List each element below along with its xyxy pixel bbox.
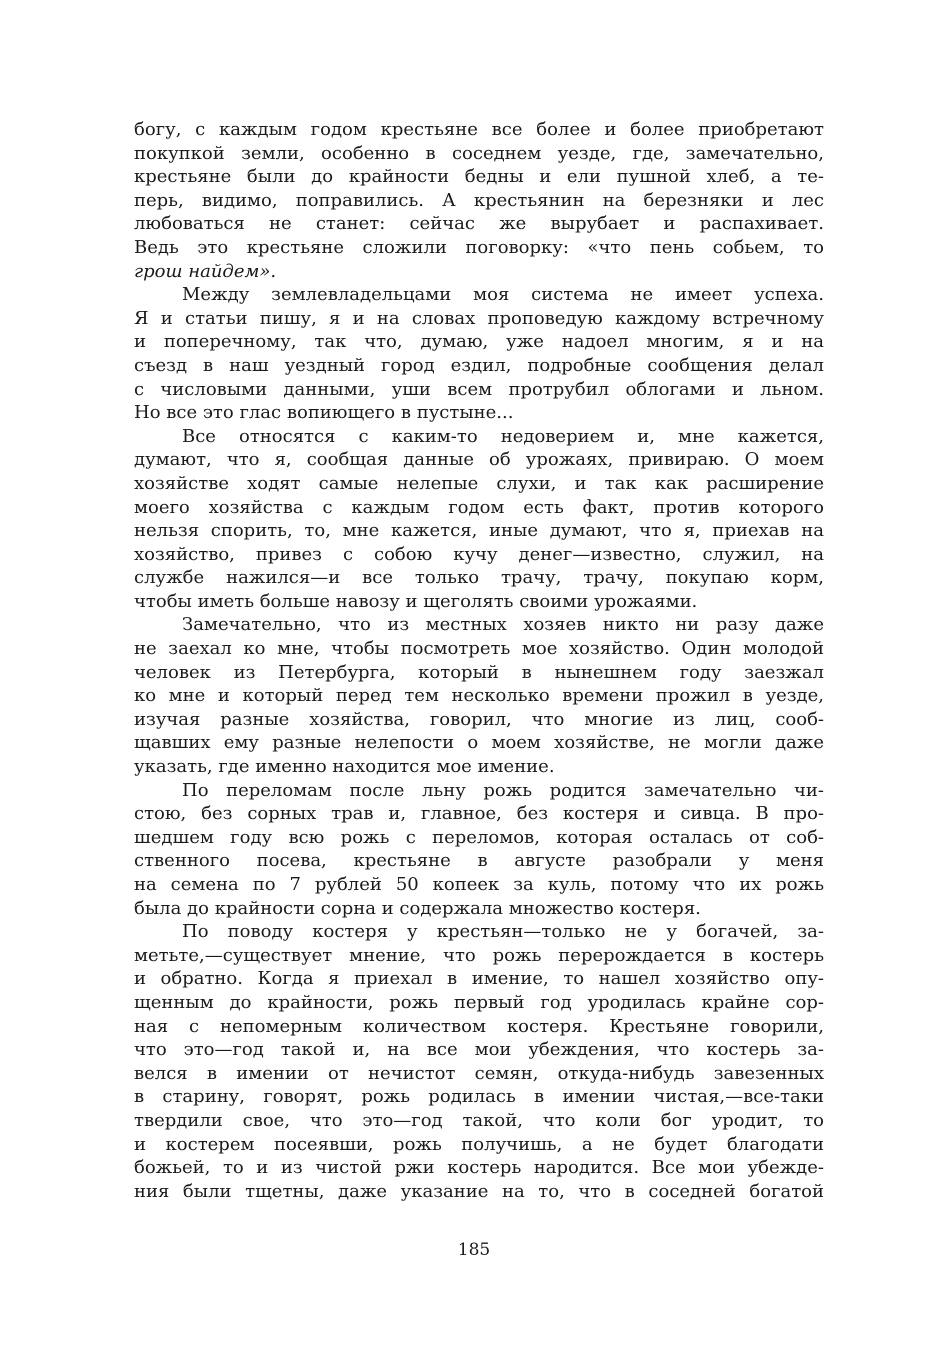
text-line: хозяйстве ходят самые нелепые слухи, и так как расширение	[134, 472, 824, 494]
text-line: изучая разные хозяйства, говорил, что многие из лиц, сооб-	[134, 708, 824, 730]
text-line: в старину, говорят, рожь родилась в имении чистая,—все-таки	[134, 1086, 824, 1108]
text-line: шедшем году всю рожь с переломов, которая осталась от соб-	[134, 826, 824, 848]
paragraph-3	[134, 425, 824, 614]
text-line: и костерем посеявши, рожь получишь, а не будет благодати	[134, 1133, 824, 1155]
text-line: Но все это глас вопиющего в пустыне...	[134, 402, 514, 424]
text-line: ния были тщетны, даже указание на то, что в соседней богатой	[134, 1180, 824, 1202]
text-line: щавших ему разные нелепости о моем хозяйстве, не могли даже	[134, 732, 824, 754]
text-line: что это—год такой и, на все мои убеждения, что костерь за-	[134, 1039, 824, 1061]
text-line: божьей, то и из чистой ржи костерь народится. Все мои убежде-	[134, 1157, 824, 1179]
paragraph-1	[134, 118, 824, 283]
text-line-italic: грош найдем».	[134, 260, 277, 282]
text-line: любоваться не станет: сейчас же вырубает и распахивает.	[134, 213, 824, 235]
text-line: Все относятся с каким-то недоверием и, мне кажется,	[182, 425, 824, 447]
text-line: человек из Петербурга, который в нынешнем году заезжал	[134, 661, 824, 683]
page-body	[134, 118, 824, 1203]
text-line: службе нажился—и все только трачу, трачу, покупаю корм,	[134, 567, 824, 589]
paragraph-6	[134, 920, 824, 1203]
text-line: Замечательно, что из местных хозяев никто ни разу даже	[182, 614, 824, 636]
text-line: была до крайности сорна и содержала множество костеря.	[134, 897, 701, 919]
text-line: указать, где именно находится мое имение.	[134, 756, 555, 778]
text-line: и поперечному, так что, думаю, уже надоел многим, я и на	[134, 331, 824, 353]
text-line: моего хозяйства с каждым годом есть факт, против которого	[134, 496, 824, 518]
text-line: хозяйство, привез с собою кучу денег—известно, служил, на	[134, 543, 824, 565]
text-line: ная с непомерным количеством костеря. Крестьяне говорили,	[134, 1015, 824, 1037]
text-line: твердили свое, что это—год такой, что коли бог уродит, то	[134, 1109, 824, 1131]
text-line: с числовыми данными, уши всем протрубил облогами и льном.	[134, 378, 824, 400]
page-number: 185	[457, 1240, 491, 1260]
text-line: Между землевладельцами моя система не имеет успеха.	[182, 284, 824, 306]
text-line: Ведь это крестьяне сложили поговорку: «что пень собьем, то	[134, 236, 824, 258]
text-line: Я и статьи пишу, я и на словах проповедую каждому встречному	[134, 307, 824, 329]
text-line: на семена по 7 рублей 50 копеек за куль, потому что их рожь	[134, 874, 824, 895]
text-line: велся в имении от нечистот семян, откуда-нибудь завезенных	[134, 1062, 824, 1084]
text-line: нельзя спорить, то, мне кажется, иные думают, что я, приехав на	[134, 520, 824, 542]
text-line: щенным до крайности, рожь первый год уродилась крайне сор-	[134, 991, 824, 1013]
text-line: По поводу костеря у крестьян—только не у богачей, за-	[182, 921, 824, 943]
text-line: стою, без сорных трав и, главное, без костеря и сивца. В про-	[134, 803, 824, 825]
text-line: не заехал ко мне, чтобы посмотреть мое хозяйство. Один молодой	[134, 638, 824, 660]
paragraph-2	[134, 283, 824, 425]
text-line: метьте,—существует мнение, что рожь перерождается в костерь	[134, 944, 824, 966]
text-line: съезд в наш уездный город ездил, подробные сообщения делал	[134, 354, 824, 376]
text-line: думают, что я, сообщая данные об урожаях, привираю. О моем	[134, 449, 824, 471]
paragraph-4	[134, 613, 824, 778]
text-line: ко мне и который перед тем несколько времени прожил в уезде,	[134, 685, 824, 707]
text-line: и обратно. Когда я приехал в имение, то нашел хозяйство опу-	[134, 968, 824, 990]
text-line: богу, с каждым годом крестьяне все более и более приобретают	[134, 119, 824, 140]
text-line: чтобы иметь больше навозу и щеголять своими урожаями.	[134, 590, 698, 612]
text-line: ственного посева, крестьяне в августе разобрали у меня	[134, 850, 824, 872]
text-line: По переломам после льну рожь родится замечательно чи-	[182, 779, 824, 801]
text-line: покупкой земли, особенно в соседнем уезде, где, замечательно,	[134, 142, 824, 164]
text-line: крестьяне были до крайности бедны и ели пушной хлеб, а те-	[134, 166, 824, 188]
paragraph-5	[134, 779, 824, 921]
text-line: перь, видимо, поправились. А крестьянин на березняки и лес	[134, 189, 824, 211]
